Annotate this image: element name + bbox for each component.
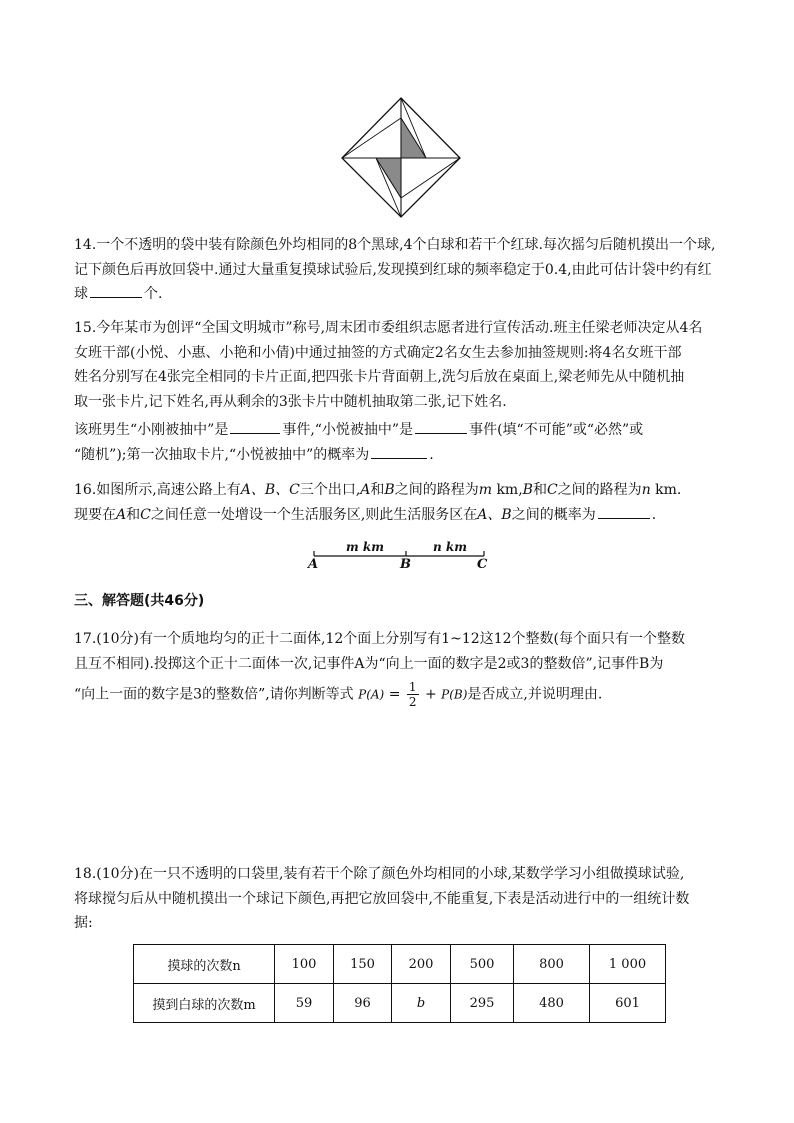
section-title: 三、解答题(共46分) <box>74 593 205 609</box>
table-cell: 295 <box>451 984 514 1023</box>
q16-line-2: 现要在A和C之间任意一处增设一个生活服务区,则此生活服务区在A、B之间的概率为 . <box>74 503 724 528</box>
q18-line-1: 18.(10分)在一只不透明的口袋里,装有若干个除了颜色外均相同的小球,某数学学习小组做摸球试验, <box>74 866 685 882</box>
question-15-prompt <box>74 418 724 467</box>
question-17 <box>74 627 724 709</box>
question-15 <box>74 316 724 414</box>
q17-line-2: 且互不相同).投掷这个正十二面体一次,记事件A为“向上一面的数字是2或3的整数倍”,记事件B为 <box>74 655 664 672</box>
formula-p-b: P(B) <box>441 687 468 702</box>
answer-blank[interactable] <box>230 419 280 434</box>
q14-line-2: 记下颜色后再放回袋中.通过大量重复摸球试验后,发现摸到红球的频率稳定于0.4,由此可估计袋中约有红 <box>74 261 712 278</box>
question-14 <box>74 233 724 307</box>
q17-line-1: 17.(10分)有一个质地均匀的正十二面体,12个面上分别写有1~12这12个整数(每个面只有一个整数 <box>74 631 685 647</box>
q15-line-1: 15.今年某市为创评“全国文明城市”称号,周末团市委组织志愿者进行宣传活动.班主任梁老师决定从4名 <box>74 320 703 336</box>
road-diagram <box>300 540 500 574</box>
table-cell: 1 000 <box>590 945 666 984</box>
table-cell: b <box>392 984 451 1023</box>
pinwheel-diamond-figure <box>338 96 464 220</box>
pinwheel-blade-bottom <box>376 158 401 198</box>
row-header-draws: 摸球的次数n <box>134 945 275 984</box>
question-16 <box>74 478 724 527</box>
table-cell: 100 <box>275 945 334 984</box>
point-c-label: C <box>477 557 488 572</box>
answer-blank[interactable] <box>598 504 650 519</box>
answer-blank[interactable] <box>90 283 142 298</box>
table-cell: 200 <box>392 945 451 984</box>
q16-line-1: 16.如图所示,高速公路上有A、B、C三个出口,A和B之间的路程为m km,B和C之间的路程为n km. <box>74 482 682 498</box>
table-cell: 800 <box>514 945 590 984</box>
q17-line-3: “向上一面的数字是3的整数倍”,请你判断等式 P(A) = $\frac{1}{2}$ + P(B)是否成立,并说明理由. <box>74 680 603 709</box>
table-cell: 150 <box>334 945 392 984</box>
table-cell: 96 <box>334 984 392 1023</box>
table-cell: 601 <box>590 984 666 1023</box>
table-cell: 500 <box>451 945 514 984</box>
answer-blank[interactable] <box>415 419 467 434</box>
q18-line-3: 据: <box>74 915 93 931</box>
q15-line-3: 姓名分别写在4张完全相同的卡片正面,把四张卡片背面朝上,洗匀后放在桌面上,梁老师先从中随机抽 <box>74 369 685 385</box>
label-m-km: m km <box>346 540 384 554</box>
q14-line-1: 14.一个不透明的袋中装有除颜色外均相同的8个黑球,4个白球和若干个红球.每次摇匀后随机摸出一个球, <box>74 237 716 253</box>
formula-p-a: P(A) <box>358 687 385 702</box>
q15-line-2: 女班干部(小悦、小惠、小艳和小倩)中通过抽签的方式确定2名女生去参加抽签规则:将4名女班干部 <box>74 344 682 361</box>
table-cell: 59 <box>275 984 334 1023</box>
row-header-white: 摸到白球的次数m <box>134 984 275 1023</box>
point-a-label: A <box>308 557 319 572</box>
fraction-one-half: $\frac{1}{2}$ <box>408 680 417 709</box>
table-cell: 480 <box>514 984 590 1023</box>
q15-prompt-line-1: 该班男生“小刚被抽中”是 事件,“小悦被抽中”是 事件(填“不可能”或“必然”或 <box>74 418 724 443</box>
q18-line-2: 将球搅匀后从中随机摸出一个球记下颜色,再把它放回袋中,不能重复,下表是活动进行中的一组统计数 <box>74 890 690 907</box>
stats-table <box>133 944 666 1023</box>
q15-prompt-line-2: “随机”);第一次抽取卡片,“小悦被抽中”的概率为 . <box>74 443 724 468</box>
point-b-label: B <box>400 557 411 572</box>
pinwheel-blade-top <box>401 118 426 158</box>
question-18 <box>74 862 724 936</box>
table-row <box>134 984 666 1023</box>
label-n-km: n km <box>433 540 467 554</box>
q15-line-4: 取一张卡片,记下姓名,再从剩余的3张卡片中随机抽取第二张,记下姓名. <box>74 393 507 410</box>
answer-blank[interactable] <box>371 444 427 459</box>
q14-line-3: 球 个. <box>74 282 724 307</box>
table-row <box>134 945 666 984</box>
